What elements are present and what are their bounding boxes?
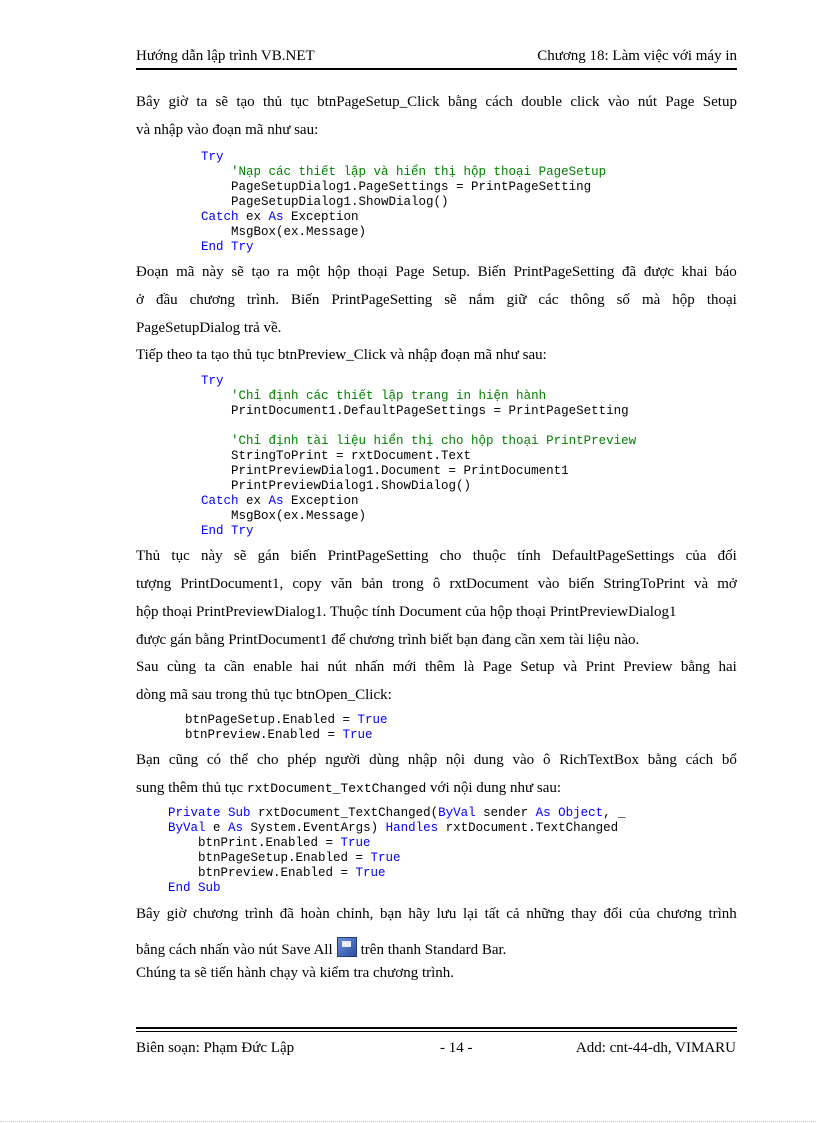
word: giờ [166, 906, 187, 922]
word: RichTextBox [559, 752, 639, 768]
word: trong [392, 576, 424, 592]
header-right: Chương 18: Làm việc với máy in [537, 48, 737, 64]
word: sẽ [444, 292, 457, 308]
footer-right: Add: cnt-44-dh, VIMARU [575, 1040, 736, 1056]
word: chương [656, 906, 702, 922]
paragraph-line: và nhập vào đoạn mã như sau: [136, 122, 319, 138]
word: cho [439, 548, 462, 564]
word: copy [292, 576, 322, 592]
word: cả [506, 906, 520, 922]
word: nút [637, 94, 657, 110]
code-line: PageSetupDialog1.PageSettings = PrintPageSetting [231, 180, 592, 194]
word: ở [136, 292, 144, 308]
word: chương [189, 292, 235, 308]
word: có [206, 752, 222, 768]
code-keyword: Private [168, 806, 221, 820]
code-text: rxtDocument_TextChanged( [250, 806, 439, 820]
word: cách [485, 94, 513, 110]
word: nhập [407, 752, 438, 768]
word: Print [585, 659, 615, 675]
word: cùng [166, 659, 197, 675]
word: hộp [672, 292, 695, 308]
word: bằng [447, 94, 478, 110]
word: và [562, 659, 578, 675]
paragraph-line: Tiếp theo ta tạo thủ tục btnPreview_Click và nhập đoạn mã như sau: [136, 347, 547, 363]
code-line: MsgBox(ex.Message) [231, 509, 367, 523]
word: nội [445, 752, 466, 768]
word: ta [204, 659, 216, 675]
page-edge [0, 1121, 816, 1122]
word: mở [717, 576, 737, 592]
word: Setup [702, 94, 737, 110]
word: tục [171, 548, 190, 564]
code-text: Exception [283, 494, 359, 508]
word: thuộc [472, 548, 507, 564]
paragraph-line [136, 548, 737, 565]
code-text: btnPageSetup.Enabled = [198, 851, 371, 865]
word: thoại [706, 292, 737, 308]
header-rule [136, 68, 737, 70]
word: bản [361, 576, 384, 592]
word: chương [193, 906, 239, 922]
word: hai [718, 659, 737, 675]
word: thoại [357, 264, 388, 280]
word: thủ [263, 94, 283, 110]
word: đã [279, 906, 294, 922]
code-line: PrintPreviewDialog1.ShowDialog() [231, 479, 472, 493]
word: Sau [136, 659, 159, 675]
word: Setup. [432, 264, 471, 280]
word: DefaultPageSettings [551, 548, 675, 564]
text-run: bằng cách nhấn vào nút Save All [136, 942, 333, 958]
word: thêm [425, 659, 455, 675]
code-text: btnPageSetup.Enabled = [185, 713, 358, 727]
code-line: MsgBox(ex.Message) [231, 225, 367, 239]
word: lưu [436, 906, 457, 922]
word: đã [622, 264, 637, 280]
word: đổi [603, 906, 623, 922]
word: Biến [291, 292, 320, 308]
code-keyword: As [535, 806, 551, 820]
word: biến [568, 576, 595, 592]
paragraph-line: được gán bằng PrintDocument1 để chương trình biết bạn đang cần xem tài liệu nào. [136, 632, 640, 648]
code-keyword: Try [201, 150, 224, 164]
paragraph-line: PageSetupDialog trả về. [136, 320, 282, 336]
word: PrintDocument1, [180, 576, 284, 592]
code-keyword: True [355, 866, 386, 880]
word: tượng [136, 576, 172, 592]
word: ô [432, 576, 441, 592]
word: tất [484, 906, 500, 922]
paragraph-line [136, 576, 737, 593]
word: ô [542, 752, 551, 768]
code-comment: 'Nạp các thiết lập và hiển thị hộp thoại PageSetup [231, 165, 607, 179]
word: vào [537, 576, 560, 592]
word: Thủ [136, 548, 161, 564]
word: bằng [647, 752, 677, 768]
code-keyword: Catch [201, 210, 239, 224]
paragraph-line [136, 937, 737, 959]
word: cũng [168, 752, 199, 768]
word: sẽ [215, 94, 229, 110]
paragraph-line: Chúng ta sẽ tiến hành chạy và kiểm tra chương trình. [136, 965, 455, 981]
text-run: sung thêm thủ tục [136, 780, 247, 796]
footer-rule-thin [136, 1031, 737, 1032]
code-keyword: End Try [201, 240, 254, 254]
code-keyword: As [228, 821, 244, 835]
word: mà [641, 292, 661, 308]
code-text: sender [475, 806, 536, 820]
word: vào [512, 752, 535, 768]
word: hộp [327, 264, 351, 280]
code-block [201, 374, 636, 539]
word: giờ [168, 94, 189, 110]
word: trình [708, 906, 737, 922]
word: Bây [136, 94, 161, 110]
code-line: PrintPreviewDialog1.Document = PrintDocument1 [231, 464, 569, 478]
word: StringToPrint [603, 576, 685, 592]
word: ta [196, 94, 208, 110]
footer-page-number: - 14 - [440, 1040, 473, 1056]
word: trình. [246, 292, 279, 308]
word: PrintPageSetting [513, 264, 615, 280]
word: Setup [520, 659, 555, 675]
word: là [463, 659, 475, 675]
word: thay [570, 906, 597, 922]
word: cho [256, 752, 279, 768]
code-line: PageSetupDialog1.ShowDialog() [231, 195, 449, 209]
word: rxtDocument [449, 576, 529, 592]
code-keyword: True [357, 713, 388, 727]
word: bằng [680, 659, 711, 675]
code-line: StringToPrint = rxtDocument.Text [231, 449, 472, 463]
code-keyword: As [268, 494, 284, 508]
paragraph-line [136, 94, 737, 111]
code-block [168, 806, 626, 896]
word: này [202, 264, 224, 280]
code-text: btnPreview.Enabled = [185, 728, 343, 742]
code-keyword: ByVal [168, 821, 206, 835]
word: Bây [136, 906, 161, 922]
paragraph-line [136, 906, 737, 923]
word: vào [607, 94, 630, 110]
word: enable [253, 659, 293, 675]
word: ra [277, 264, 290, 280]
code-keyword: Sub [228, 806, 251, 820]
word: bổ [721, 752, 737, 768]
word: Page [482, 659, 512, 675]
code-comment: 'Chỉ định các thiết lập trang in hiện hành [231, 389, 547, 403]
paragraph-line: dòng mã sau trong thủ tục btnOpen_Click: [136, 687, 392, 703]
save-all-icon [337, 937, 357, 957]
word: sẽ [231, 264, 244, 280]
word: dung [473, 752, 504, 768]
text-run: với nội dung như sau: [426, 780, 562, 796]
code-keyword: True [342, 728, 373, 742]
word: biến [290, 548, 317, 564]
code-text: Exception [283, 210, 359, 224]
code-text: , _ [603, 806, 626, 820]
word: chỉnh, [336, 906, 374, 922]
word: phép [287, 752, 317, 768]
paragraph-line [136, 292, 737, 309]
word: đầu [155, 292, 178, 308]
word: double [521, 94, 563, 110]
code-text: ex [238, 494, 269, 508]
code-keyword: Catch [201, 494, 239, 508]
word: btnPageSetup_Click [317, 94, 440, 110]
word: PrintPageSetting [331, 292, 433, 308]
word: cần [223, 659, 245, 675]
word: này [201, 548, 223, 564]
footer-rule [136, 1027, 737, 1029]
header-left: Hướng dẫn lập trình VB.NET [136, 48, 315, 64]
word: một [296, 264, 320, 280]
code-keyword: End Try [201, 524, 254, 538]
word: mã [176, 264, 195, 280]
code-text: btnPreview.Enabled = [198, 866, 356, 880]
word: đối [717, 548, 737, 564]
word: được [643, 264, 675, 280]
code-text: btnPrint.Enabled = [198, 836, 341, 850]
word: các [538, 292, 559, 308]
word: trình [244, 906, 274, 922]
word: click [570, 94, 600, 110]
word: số [616, 292, 630, 308]
word: thông [570, 292, 605, 308]
word: văn [330, 576, 353, 592]
code-keyword: True [340, 836, 371, 850]
code-text: rxtDocument.TextChanged [438, 821, 619, 835]
word: dùng [369, 752, 400, 768]
text-run: trên thanh Standard Bar. [360, 942, 507, 958]
word: tục [290, 94, 309, 110]
paragraph-line [136, 264, 737, 281]
word: hai [300, 659, 320, 675]
word: của [685, 548, 707, 564]
code-block [201, 150, 606, 255]
page-header [136, 48, 737, 68]
word: bạn [380, 906, 402, 922]
paragraph-line [136, 659, 737, 676]
word: thể [229, 752, 249, 768]
word: tính [517, 548, 541, 564]
word: người [325, 752, 361, 768]
word: PrintPageSetting [327, 548, 429, 564]
code-keyword: Handles [385, 821, 439, 835]
word: khai [681, 264, 708, 280]
code-block [185, 713, 388, 743]
paragraph-line [136, 752, 737, 769]
word: lại [463, 906, 479, 922]
word: nút [327, 659, 347, 675]
word: Page [395, 264, 425, 280]
code-keyword: ByVal [438, 806, 476, 820]
word: tạo [236, 94, 255, 110]
code-keyword: True [370, 851, 401, 865]
word: và [693, 576, 709, 592]
word: giữ [506, 292, 527, 308]
code-text: ex [238, 210, 269, 224]
code-keyword: As [268, 210, 284, 224]
word: Page [665, 94, 695, 110]
code-comment: 'Chỉ định tài liệu hiển thị cho hộp thoại PrintPreview [231, 434, 637, 448]
code-text: System.EventArgs) [243, 821, 386, 835]
code-keyword: Try [201, 374, 224, 388]
code-line: PrintDocument1.DefaultPageSettings = PrintPageSetting [231, 404, 629, 418]
word: Preview [623, 659, 673, 675]
inline-code: rxtDocument_TextChanged [246, 781, 427, 796]
code-text: e [205, 821, 229, 835]
word: những [526, 906, 565, 922]
word: hãy [408, 906, 430, 922]
word: cách [685, 752, 714, 768]
word: sẽ [233, 548, 247, 564]
word: báo [715, 264, 737, 280]
word: hoàn [300, 906, 330, 922]
paragraph-line [136, 780, 737, 797]
word: Bạn [136, 752, 161, 768]
word: tạo [251, 264, 270, 280]
word: gán [257, 548, 280, 564]
word: nắm [468, 292, 495, 308]
footer-left: Biên soạn: Phạm Đức Lập [136, 1040, 295, 1056]
word: của [629, 906, 650, 922]
code-keyword: Object [558, 806, 604, 820]
code-keyword: End Sub [168, 881, 221, 895]
word: Biến [477, 264, 506, 280]
word: mới [392, 659, 417, 675]
word: nhấn [355, 659, 385, 675]
paragraph-line: hộp thoại PrintPreviewDialog1. Thuộc tính Document của hộp thoại PrintPreviewDialog1 [136, 604, 677, 620]
word: Đoạn [136, 264, 169, 280]
